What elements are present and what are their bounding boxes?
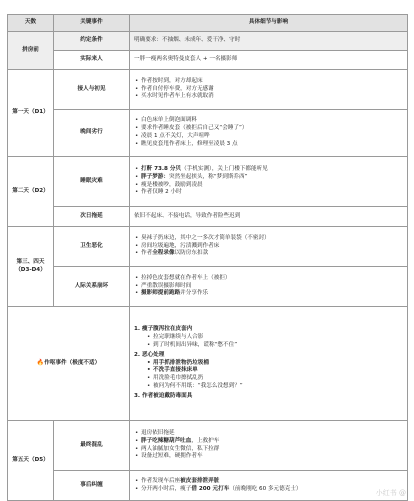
snore-highlight: 打鼾 73.8 分贝 bbox=[141, 166, 181, 172]
aftermath-note: （前晚刚吃 60 多元德克士） bbox=[229, 486, 301, 492]
table-row bbox=[8, 267, 408, 307]
table-row bbox=[8, 157, 408, 207]
event-cell: 人际关系崩坏 bbox=[54, 267, 130, 307]
detail-cell bbox=[130, 227, 408, 267]
table-row bbox=[8, 32, 408, 51]
list-item bbox=[134, 166, 403, 174]
day-cell: 第五天（D5） bbox=[8, 421, 54, 501]
detail-cell bbox=[130, 267, 408, 307]
list-item: • 作者全程录像以防房东扣款 bbox=[134, 250, 403, 258]
incident-heading-1-text: 瘦子腹泻拉在皮套内 bbox=[142, 326, 192, 332]
detail-cell bbox=[130, 110, 408, 157]
incident-heading-2: 2. 恶心处理 bbox=[134, 352, 403, 360]
list-item: • 胖子吃辣糖葫芦吐血，上救护车 bbox=[134, 438, 403, 446]
incident-title: 作呕事件（极度不适） bbox=[44, 360, 100, 366]
list-item: • 白色床单上倒泡面调料 bbox=[134, 117, 403, 125]
photographer-highlight: 摄影师提前跑路 bbox=[141, 290, 180, 296]
list-item: • 摄影师提前跑路并分享作乐 bbox=[134, 290, 403, 298]
table-row bbox=[8, 421, 408, 471]
day-cell: 第三、四天（D3-D4） bbox=[8, 227, 54, 307]
itinerary-table bbox=[7, 14, 408, 501]
event-cell: 晚间劣行 bbox=[54, 110, 130, 157]
incident-heading-3-text: 作者被迫戴防毒面具 bbox=[142, 393, 192, 399]
table-row bbox=[8, 307, 408, 421]
list-item: • 用手抓排泄物扔垃圾桶 bbox=[146, 360, 403, 368]
list-item: • 被问为何不用纸：“我怎么没想到？” bbox=[146, 383, 403, 391]
watermark: 小红书 @ bbox=[376, 488, 406, 498]
list-item: • 作者自付停车费，对方无感谢 bbox=[134, 86, 403, 94]
list-item bbox=[134, 486, 403, 494]
list-item: • 拉完职继续与人合影 bbox=[146, 334, 403, 342]
list-item: • 两人油腻加女生微信，私下拉群 bbox=[134, 446, 403, 454]
day-cell: 第一天（D1） bbox=[8, 70, 54, 157]
snore-detail: （手机实测），关上门楼下都能听见 bbox=[181, 166, 268, 172]
ambulance-highlight: 胖子吃辣糖葫芦吐血 bbox=[141, 438, 191, 444]
incident-title-cell bbox=[8, 307, 130, 421]
event-cell: 次日拖延 bbox=[54, 207, 130, 227]
list-item: • 到了时机间出异味，谎称“憋不住” bbox=[146, 342, 403, 350]
day-cell: 第二天（D2） bbox=[8, 157, 54, 227]
sleepwalk-detail: 突然坐起挟头，称“梦到斯乔西” bbox=[169, 174, 248, 180]
list-item: • 设备过短难，硬拥作者车 bbox=[134, 453, 403, 461]
table-row bbox=[8, 227, 408, 267]
list-item: • 作者仅睡 2 小时 bbox=[134, 189, 403, 197]
list-item: • 瞧见皮套甩作者床上，修理至凌晨 3 点 bbox=[134, 141, 403, 149]
fire-icon: 🔥 bbox=[37, 359, 44, 366]
list-item: • 买水时见作者车上有水就取消 bbox=[134, 93, 403, 101]
incident-heading-3: 3. 作者被迫戴防毒面具 bbox=[134, 393, 403, 401]
detail-cell: 明确要求：不抽烟、未成年、爱干净、守时 bbox=[130, 32, 408, 51]
list-item: • 退房依旧拖延 bbox=[134, 430, 403, 438]
list-item: • 凌晨 1 点不关灯，大声喧哗 bbox=[134, 133, 403, 141]
table-row bbox=[8, 110, 408, 157]
list-item: • 要求作者睡皮套（被拒后自己又“会睡了”） bbox=[134, 125, 403, 133]
aftermath-text-1: 作者发现车后座 bbox=[141, 478, 180, 484]
detail-cell bbox=[130, 157, 408, 207]
aftermath-highlight-1: 被皮套排泄弄脏 bbox=[180, 478, 219, 484]
table-row bbox=[8, 471, 408, 501]
incident-heading-1: 1. 瘦子腹泻拉在皮套内 bbox=[134, 326, 403, 334]
list-item: • 不洗手直接抹床单 bbox=[146, 367, 403, 375]
list-item: • 瘦是楼被吵，鼓励到凌晨 bbox=[134, 182, 403, 190]
event-cell: 最终混乱 bbox=[54, 421, 130, 471]
aftermath-text-2: 分开两小时后，瘦子 bbox=[141, 486, 191, 492]
detail-cell bbox=[130, 421, 408, 471]
event-cell: 事后纠缠 bbox=[54, 471, 130, 501]
itinerary-table-container bbox=[7, 14, 407, 501]
list-item: • 作者按时到，对方却起床 bbox=[134, 78, 403, 86]
header-day: 天数 bbox=[8, 15, 54, 32]
table-header-row bbox=[8, 15, 408, 32]
list-item bbox=[134, 478, 403, 486]
list-item: • 严重散误摄影师时间 bbox=[134, 283, 403, 291]
detail-cell bbox=[130, 307, 408, 421]
detail-cell bbox=[130, 70, 408, 110]
event-cell: 约定条件 bbox=[54, 32, 130, 51]
detail-cell: 依旧不起床、不接电话，导致作者险些迟到 bbox=[130, 207, 408, 227]
event-cell: 实际来人 bbox=[54, 51, 130, 70]
incident-heading-2-text: 恶心处理 bbox=[142, 352, 164, 358]
list-item: • 拉掉色皮套想就在作者车上（被拒） bbox=[134, 275, 403, 283]
table-row bbox=[8, 51, 408, 70]
recording-highlight: 全程录像 bbox=[152, 250, 174, 256]
event-cell: 接人与初见 bbox=[54, 70, 130, 110]
sleepwalk-highlight: 胖子梦游： bbox=[141, 174, 169, 180]
event-cell: 睡眠灾难 bbox=[54, 157, 130, 207]
aftermath-highlight-2: 借 200 元打车 bbox=[191, 486, 229, 492]
header-detail: 具体细节与影响 bbox=[130, 15, 408, 32]
table-row bbox=[8, 207, 408, 227]
event-cell: 卫生恶化 bbox=[54, 227, 130, 267]
detail-cell bbox=[130, 471, 408, 501]
header-event: 关键事件 bbox=[54, 15, 130, 32]
detail-cell: 一胖一瘦两名奥特曼皮套人 + 一名摄影师 bbox=[130, 51, 408, 70]
list-item: • 臭袜子扔床边，其中之一多次才简单装袋（不密封） bbox=[134, 235, 403, 243]
table-row bbox=[8, 70, 408, 110]
list-item: • 用洗脸毛巾擦拭乱扔 bbox=[146, 375, 403, 383]
list-item bbox=[134, 174, 403, 182]
list-item: • 房间垃圾遍地，污渍溅到作者床 bbox=[134, 243, 403, 251]
day-cell: 拼房前 bbox=[8, 32, 54, 70]
